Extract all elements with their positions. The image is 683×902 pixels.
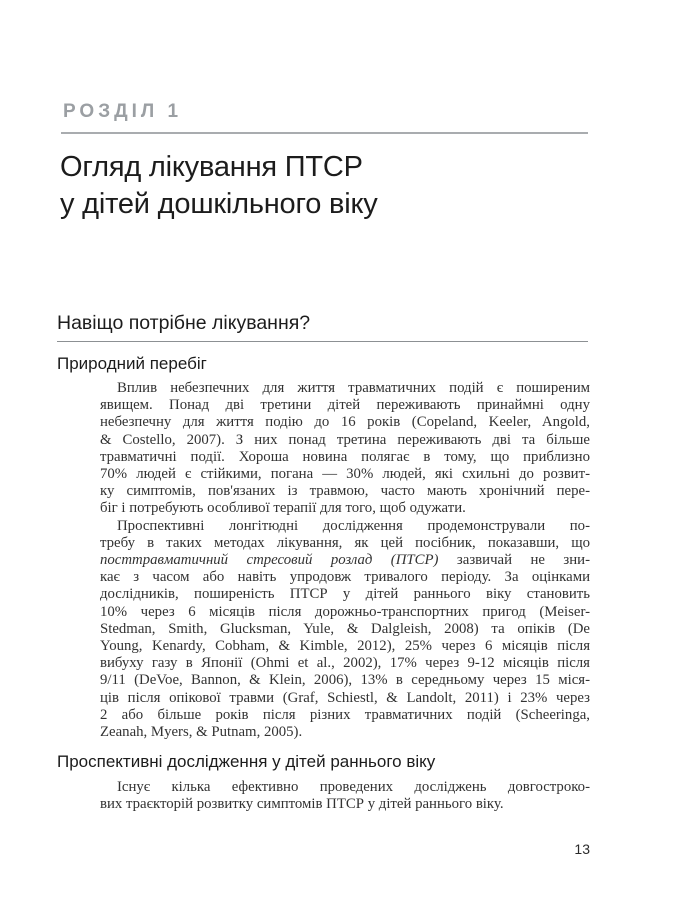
chapter-label: РОЗДІЛ 1 bbox=[63, 101, 183, 122]
text-line: небезпечну для життя подію до 16 років (Copeland, Keeler, Angold, bbox=[100, 414, 590, 431]
page-title bbox=[60, 149, 378, 222]
paragraph-prospective-studies bbox=[100, 518, 590, 742]
text-line: 9/11 (DeVoe, Bannon, & Klein, 2006), 13% в середньому через 15 міся- bbox=[100, 672, 590, 689]
text-line: Zeanah, Myers, & Putnam, 2005). bbox=[100, 724, 303, 741]
subheading-natural-course: Природний перебіг bbox=[57, 354, 207, 373]
text-line: 70% людей є стійкими, погана — 30% людей, які схильні до розвит- bbox=[100, 466, 590, 483]
text-line: Проспективні лонгітюдні дослідження продемонстрували по- bbox=[117, 517, 590, 534]
paragraph-trajectories bbox=[100, 779, 590, 813]
text-line: Вплив небезпечних для життя травматичних подій є поширеним bbox=[117, 380, 590, 396]
ptsd-term-italic: посттравматичний стресовий розлад (ПТСР) bbox=[100, 552, 439, 569]
text-line: травматичні події. Хороша новина полягає в тому, що приблизно bbox=[100, 448, 590, 465]
subheading-prospective-studies: Проспективні дослідження у дітей раннього віку bbox=[57, 752, 436, 771]
section-rule bbox=[57, 341, 588, 342]
text-line: вих траєкторій розвитку симптомів ПТСР у дітей раннього віку. bbox=[100, 796, 504, 813]
section-heading: Навіщо потрібне лікування? bbox=[57, 312, 311, 334]
text-segment: зазвичай не зни- bbox=[438, 552, 590, 569]
body-text bbox=[100, 380, 590, 741]
text-line: кає з часом або навіть упродовж тривалого періоду. За оцінками bbox=[100, 569, 590, 586]
text-line: явищем. Понад дві третини дітей переживають принаймні одну bbox=[100, 397, 590, 414]
text-line: требу в таких методах лікування, як цей посібник, показавши, що bbox=[100, 534, 590, 551]
text-line: ців після опікової травми (Graf, Schiestl, & Landolt, 2011) і 23% через bbox=[100, 689, 590, 706]
text-line: Існує кілька ефективно проведених досліджень довгостроко- bbox=[117, 779, 590, 795]
paragraph-natural-course bbox=[100, 380, 590, 518]
page-number: 13 bbox=[574, 841, 590, 857]
text-line: біг і потребують особливої терапії для того, щоб одужати. bbox=[100, 500, 466, 517]
text-line: 10% через 6 місяців після дорожньо-транспортних пригод (Meiser- bbox=[100, 603, 590, 620]
page-title-line-1: Огляд лікування ПТСР bbox=[60, 151, 363, 183]
text-line: ку симптомів, пов'язаних із травмою, часто мають хронічний пере- bbox=[100, 483, 590, 500]
page-title-line-2: у дітей дошкільного віку bbox=[60, 187, 378, 220]
text-line: Young, Kenardy, Cobham, & Kimble, 2012), 25% через 6 місяців після bbox=[100, 638, 590, 655]
text-line: 2 або більше років після різних травматичних подій (Scheeringa, bbox=[100, 706, 590, 723]
text-line: Stedman, Smith, Glucksman, Yule, & Dalgleish, 2008) та опіків (De bbox=[100, 620, 590, 637]
text-line: & Costello, 2007). З них понад третина переживають дві та більше bbox=[100, 431, 590, 448]
text-line bbox=[100, 552, 590, 569]
body-text-continued bbox=[100, 779, 590, 813]
chapter-rule bbox=[61, 132, 588, 134]
text-line: дослідників, поширеність ПТСР у дітей раннього віку становить bbox=[100, 586, 590, 603]
text-line: вибуху газу в Японії (Ohmi et al., 2002), 17% через 9-12 місяців після bbox=[100, 655, 590, 672]
